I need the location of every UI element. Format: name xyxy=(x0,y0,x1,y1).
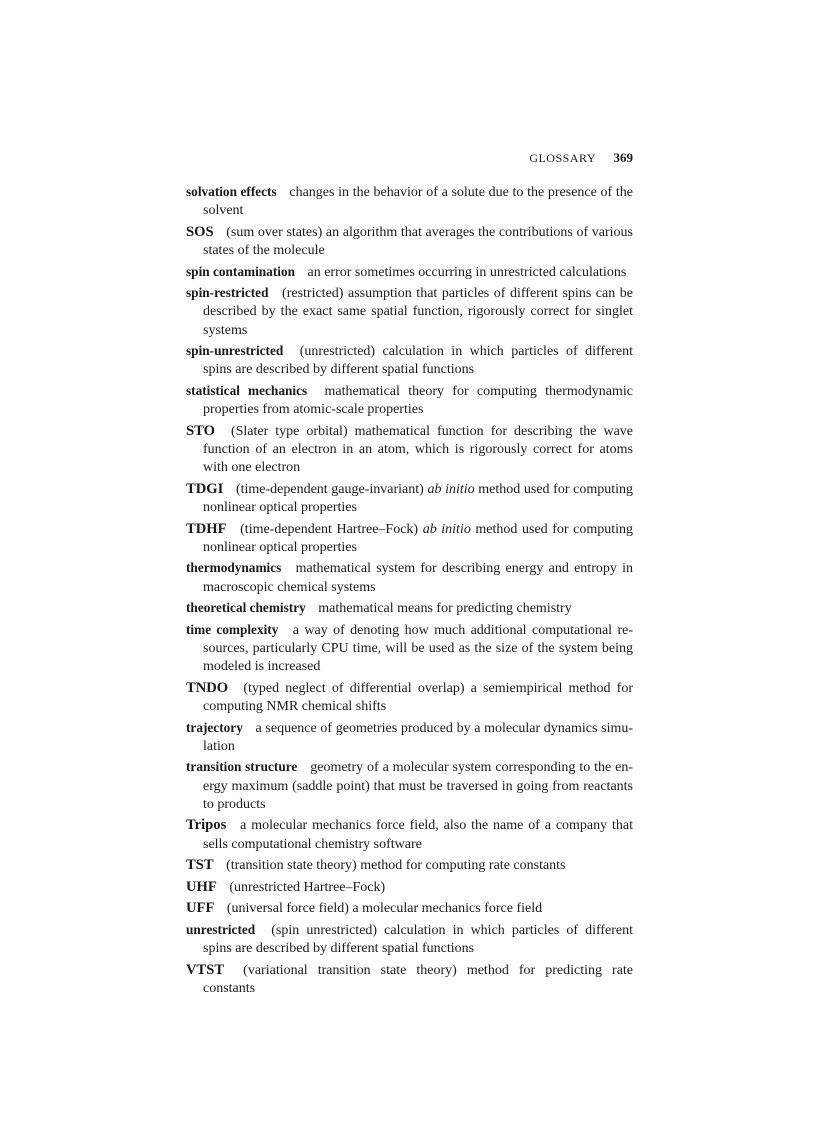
glossary-entry-transition-structure xyxy=(186,758,633,814)
glossary-entry-thermodynamics xyxy=(186,559,633,596)
glossary-definition: a molecular mechanics force field, also the name of a company that sells computational chemistry software xyxy=(203,818,634,852)
glossary-entry-tndo xyxy=(186,679,633,716)
glossary-definition: (transition state theory) method for computing rate constants xyxy=(226,858,566,874)
glossary-entry-trajectory xyxy=(186,719,633,756)
glossary-term: TDHF xyxy=(186,520,227,537)
glossary-entry-statistical-mechanics xyxy=(186,382,633,419)
definition-italic: ab initio xyxy=(422,521,471,537)
glossary-term: TST xyxy=(186,857,214,874)
glossary-definition: (spin unrestricted) calculation in which particles of different spins are described by different spatial functions xyxy=(203,922,634,957)
definition-text: method used for computing nonlinear optical properties xyxy=(203,481,633,515)
glossary-definition: an error sometimes occurring in unrestricted calculations xyxy=(307,264,627,280)
glossary-entry-unrestricted xyxy=(186,921,633,958)
glossary-term: TDGI xyxy=(186,480,224,497)
definition-text: (time-dependent gauge-invariant) xyxy=(235,481,424,497)
glossary-term: UFF xyxy=(186,900,215,917)
glossary-definition: mathematical system for describing energy and entropy in macroscopic chemical systems xyxy=(203,561,633,595)
glossary-term: time complexity xyxy=(186,621,279,637)
glossary-term: transition structure xyxy=(186,759,298,775)
glossary-term: unrestricted xyxy=(186,921,256,937)
glossary-term: statistical mechanics xyxy=(186,382,308,398)
glossary-definition: (Slater type orbital) mathematical function for describing the wave function of an electron in an atom, which is rigorously correct for atoms with one electron xyxy=(203,423,633,476)
glossary-definition: (universal force field) a molecular mechanics force field xyxy=(226,901,543,917)
glossary-definition: (restricted) assumption that particles of different spins can be described by the exact same spatial function, rigorously correct for singlet systems xyxy=(203,286,633,338)
glossary-definition: (variational transition state theory) method for predicting rate constants xyxy=(203,962,634,996)
glossary-entry-solvation-effects xyxy=(186,183,633,220)
definition-text: method used for computing nonlinear optical properties xyxy=(203,521,634,555)
glossary-list xyxy=(186,183,633,1001)
definition-italic: ab initio xyxy=(427,481,475,497)
glossary-term: TNDO xyxy=(186,679,229,696)
glossary-entry-spin-restricted xyxy=(186,284,633,340)
running-head xyxy=(186,150,633,166)
glossary-term: thermodynamics xyxy=(186,560,282,576)
glossary-definition xyxy=(203,482,633,515)
glossary-entry-tst xyxy=(186,856,633,875)
glossary-entry-tripos xyxy=(186,816,633,853)
glossary-definition: (sum over states) an algorithm that averages the contributions of various states of the molecule xyxy=(203,224,633,258)
glossary-entry-spin-contamination xyxy=(186,263,633,282)
glossary-term: STO xyxy=(186,422,215,439)
glossary-definition: changes in the behavior of a solute due to the presence of the solvent xyxy=(203,185,634,219)
glossary-definition: (typed neglect of differential overlap) a semiempirical method for computing NMR chemical shifts xyxy=(203,680,634,714)
glossary-entry-sto xyxy=(186,422,633,478)
glossary-term: UHF xyxy=(186,878,217,895)
glossary-entry-time-complexity xyxy=(186,621,633,677)
glossary-definition: (unrestricted) calculation in which particles of different spins are described by different spatial functions xyxy=(203,344,634,378)
glossary-term: trajectory xyxy=(186,719,243,735)
glossary-term: solvation effects xyxy=(186,184,277,199)
glossary-definition: mathematical means for predicting chemistry xyxy=(318,601,572,617)
glossary-definition: geometry of a molecular system corresponding to the en-ergy maximum (saddle point) that must be traversed in going from reactants to products xyxy=(203,760,634,812)
glossary-term: Tripos xyxy=(186,817,227,834)
glossary-term: spin-unrestricted xyxy=(186,343,284,359)
glossary-entry-theoretical-chemistry xyxy=(186,599,633,618)
running-head-title: GLOSSARY xyxy=(529,151,596,165)
glossary-definition: a way of denoting how much additional computational re-sources, particularly CPU time, will be used as the size of the system being modeled is increased xyxy=(203,622,634,675)
glossary-entry-uhf xyxy=(186,878,633,897)
glossary-definition: (unrestricted Hartree–Fock) xyxy=(229,879,386,895)
glossary-entry-tdgi xyxy=(186,480,633,517)
glossary-entry-vtst xyxy=(186,961,633,998)
glossary-entry-spin-unrestricted xyxy=(186,342,633,379)
glossary-entry-tdhf xyxy=(186,520,633,557)
glossary-entry-uff xyxy=(186,899,633,918)
definition-text: (time-dependent Hartree–Fock) xyxy=(240,521,419,537)
glossary-term: VTST xyxy=(186,961,225,978)
glossary-definition: a sequence of geometries produced by a molecular dynamics simu-lation xyxy=(203,720,634,754)
glossary-definition xyxy=(203,522,633,555)
glossary-entry-sos xyxy=(186,223,633,260)
glossary-term: theoretical chemistry xyxy=(186,600,306,616)
glossary-term: spin-restricted xyxy=(186,285,269,301)
page-number: 369 xyxy=(613,150,633,165)
glossary-term: SOS xyxy=(186,223,214,240)
glossary-term: spin contamination xyxy=(186,263,295,279)
glossary-definition: mathematical theory for computing thermodynamic properties from atomic-scale properties xyxy=(203,383,633,418)
